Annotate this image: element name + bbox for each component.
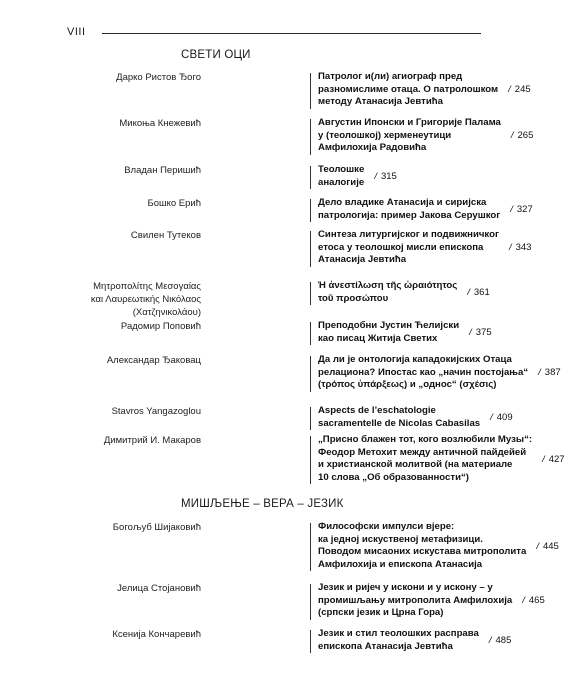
entry-author xyxy=(11,197,201,210)
entry-author xyxy=(11,280,201,319)
entry-title xyxy=(318,434,532,484)
entry-author-line: Stavros Yangazoglou xyxy=(111,406,201,417)
entry-title-line: Атанасија Јевтића xyxy=(318,254,407,265)
entry-divider xyxy=(310,322,311,345)
entry-author-line: και Λαυρεωτικής Νικόλαος xyxy=(90,294,201,305)
page-value: 375 xyxy=(475,327,492,338)
page-value: 409 xyxy=(496,412,513,423)
entry-author-line: (Χατζηνικολάου) xyxy=(132,307,201,318)
entry-title-line: Патролог и(ли) агиограф пред xyxy=(318,71,463,82)
entry-author xyxy=(11,405,201,418)
entry-title-line: Синтеза литургијског и подвижничког xyxy=(318,229,499,240)
entry-author xyxy=(11,117,201,130)
page-value: 445 xyxy=(542,540,559,552)
entry-page-number xyxy=(536,541,559,552)
entry-author-line: Александар Ђаковац xyxy=(106,355,201,366)
entry-title-line: у (теолошкој) херменеутици xyxy=(318,129,452,141)
entry-author xyxy=(11,71,201,84)
entry-title xyxy=(318,354,528,392)
entry-page-number xyxy=(510,204,533,215)
page-value: 427 xyxy=(548,453,565,465)
slash-separator: / xyxy=(536,540,539,552)
entry-title-line: промишљању митрополита Амфилохија xyxy=(318,594,513,606)
entry-page-number xyxy=(511,130,534,141)
entry-title-line: (τρόπος ὑπάρξεως) и „однос“ (σχέσις) xyxy=(318,379,497,390)
entry-divider xyxy=(310,436,311,484)
entry-divider xyxy=(310,523,311,571)
entry-title-line: Да ли је онтологија кападокијских Отаца xyxy=(318,354,512,365)
entry-author xyxy=(11,434,201,447)
entry-divider xyxy=(310,199,311,222)
entry-title xyxy=(318,405,480,430)
entry-author xyxy=(11,628,201,641)
entry-title xyxy=(318,71,498,109)
entry-title-line: Поводом мисаоних искустава митрополита xyxy=(318,546,527,557)
entry-title-line: Дело владике Атанасија и сиријска xyxy=(318,197,487,208)
slash-separator: / xyxy=(488,635,492,646)
entry-author xyxy=(11,521,201,534)
page-number: VIII xyxy=(67,26,86,38)
entry-divider xyxy=(310,356,311,392)
entry-divider xyxy=(310,73,311,109)
slash-separator: / xyxy=(508,242,512,254)
slash-separator: / xyxy=(510,204,513,215)
entry-author xyxy=(11,229,201,242)
entry-page-number xyxy=(522,595,545,606)
entry-page-number xyxy=(508,84,531,95)
entry-divider xyxy=(310,282,311,305)
entry-author-line: Радомир Поповић xyxy=(120,321,201,332)
page-value: 315 xyxy=(380,171,397,182)
entry-title-line: Ἡ ἀνεστίλωση τῆς ὡραιότητος xyxy=(318,280,458,291)
entry-title-line: релациона? Ипостас као „начин постојања“ xyxy=(318,366,529,378)
entry-title xyxy=(318,117,501,155)
page-value: 361 xyxy=(473,287,490,298)
entry-title-line: аналогије xyxy=(318,176,365,188)
entry-author-line: Богољуб Шијаковић xyxy=(112,522,201,533)
entry-divider xyxy=(310,407,311,430)
entry-divider xyxy=(310,166,311,189)
entry-title-line: „Присно блажен тот, кого возлюбили Музы“: xyxy=(318,434,533,445)
entry-title-line: Феодор Метохит между античной пайдейей xyxy=(318,446,527,458)
entry-title-line: Језик и стил теолошких расправа xyxy=(318,628,479,639)
slash-separator: / xyxy=(508,84,511,96)
entry-title-line: етоса у теолошкој мисли епископа xyxy=(318,241,484,253)
entry-title-line: τοῦ προσώπου xyxy=(318,292,389,304)
entry-title-line: 10 слова „Об образованности“) xyxy=(318,471,469,483)
entry-page-number xyxy=(538,367,561,378)
entry-title-line: Преподобни Јустин Ћелијски xyxy=(318,320,460,331)
entry-author xyxy=(11,354,201,367)
entry-page-number xyxy=(469,327,492,338)
page-value: 485 xyxy=(495,635,512,646)
entry-author-line: Свилен Тутеков xyxy=(130,230,201,241)
entry-title xyxy=(318,628,479,653)
entry-title-line: Језик и ријеч у искони и у искону – у xyxy=(318,582,493,593)
slash-separator: / xyxy=(538,367,541,379)
entry-page-number xyxy=(374,171,397,182)
page-value: 245 xyxy=(514,84,531,96)
entry-title-line: патрологија: пример Јакова Серушког xyxy=(318,209,501,221)
entry-title-line: Амфилохија и епископа Атанасија xyxy=(318,558,483,570)
entry-title-line: и христианской молитвой (на материале xyxy=(318,459,513,470)
entry-title-line: Амфилохија Радовића xyxy=(318,142,427,153)
entry-title-line: епископа Атанасија Јевтића xyxy=(318,640,453,652)
slash-separator: / xyxy=(467,287,470,298)
entry-page-number xyxy=(509,242,532,253)
entry-divider xyxy=(310,231,311,267)
entry-title-line: као писац Житија Светих xyxy=(318,332,438,344)
entry-author-line: Димитрий И. Макаров xyxy=(103,435,201,446)
entry-title-line: Философски импулси вјере: xyxy=(318,521,455,532)
entry-title xyxy=(318,164,364,189)
entry-author-line: Ксенија Кончаревић xyxy=(112,629,201,640)
entry-author xyxy=(11,320,201,333)
entry-title xyxy=(318,197,500,222)
entry-title-line: методу Атанасија Јевтића xyxy=(318,96,443,107)
entry-divider xyxy=(310,584,311,620)
slash-separator: / xyxy=(374,171,377,182)
entry-title xyxy=(318,582,512,620)
slash-separator: / xyxy=(542,453,545,465)
entry-page-number xyxy=(542,454,565,465)
entry-author xyxy=(11,582,201,595)
entry-author-line: Јелица Стојановић xyxy=(117,583,201,594)
section-title: СВЕТИ ОЦИ xyxy=(181,49,251,61)
entry-title-line: Aspects de l’eschatologie xyxy=(318,405,436,416)
page-value: 327 xyxy=(516,204,533,215)
entry-page-number xyxy=(489,635,512,646)
entry-title-line: Теолошке xyxy=(318,164,365,175)
section-title: МИШЉЕЊЕ – ВЕРА – ЈЕЗИК xyxy=(181,498,344,510)
entry-author-line: Μητροπολίτης Μεσογαίας xyxy=(93,281,201,292)
entry-title-line: ка једној искуственој метафизици. xyxy=(318,533,483,545)
slash-separator: / xyxy=(510,130,514,142)
entry-title xyxy=(318,280,457,305)
entry-title xyxy=(318,229,499,267)
slash-separator: / xyxy=(522,595,525,607)
entry-title-line: sacramentelle de Nicolas Cabasilas xyxy=(318,417,481,429)
entry-divider xyxy=(310,119,311,155)
page-value: 465 xyxy=(528,595,545,607)
slash-separator: / xyxy=(490,412,493,423)
slash-separator: / xyxy=(469,327,472,338)
page-value: 343 xyxy=(515,242,532,254)
entry-author-line: Владан Перишић xyxy=(124,165,201,176)
entry-page-number xyxy=(467,287,490,298)
entry-title-line: Августин Ипонски и Григорије Палама xyxy=(318,117,501,128)
page-value: 387 xyxy=(544,367,561,379)
entry-author xyxy=(11,164,201,177)
entry-author-line: Микоња Кнежевић xyxy=(119,118,201,129)
entry-author-line: Дарко Ристов Ђого xyxy=(116,72,201,83)
entry-title-line: разномислиме отаца. О патролошком xyxy=(318,83,499,95)
entry-author-line: Бошко Ерић xyxy=(147,198,201,209)
entry-title xyxy=(318,521,526,571)
entry-title xyxy=(318,320,459,345)
page-value: 265 xyxy=(517,130,534,142)
entry-page-number xyxy=(490,412,513,423)
top-rule xyxy=(102,33,481,34)
entry-divider xyxy=(310,630,311,653)
entry-title-line: (српски језик и Црна Гора) xyxy=(318,607,444,618)
